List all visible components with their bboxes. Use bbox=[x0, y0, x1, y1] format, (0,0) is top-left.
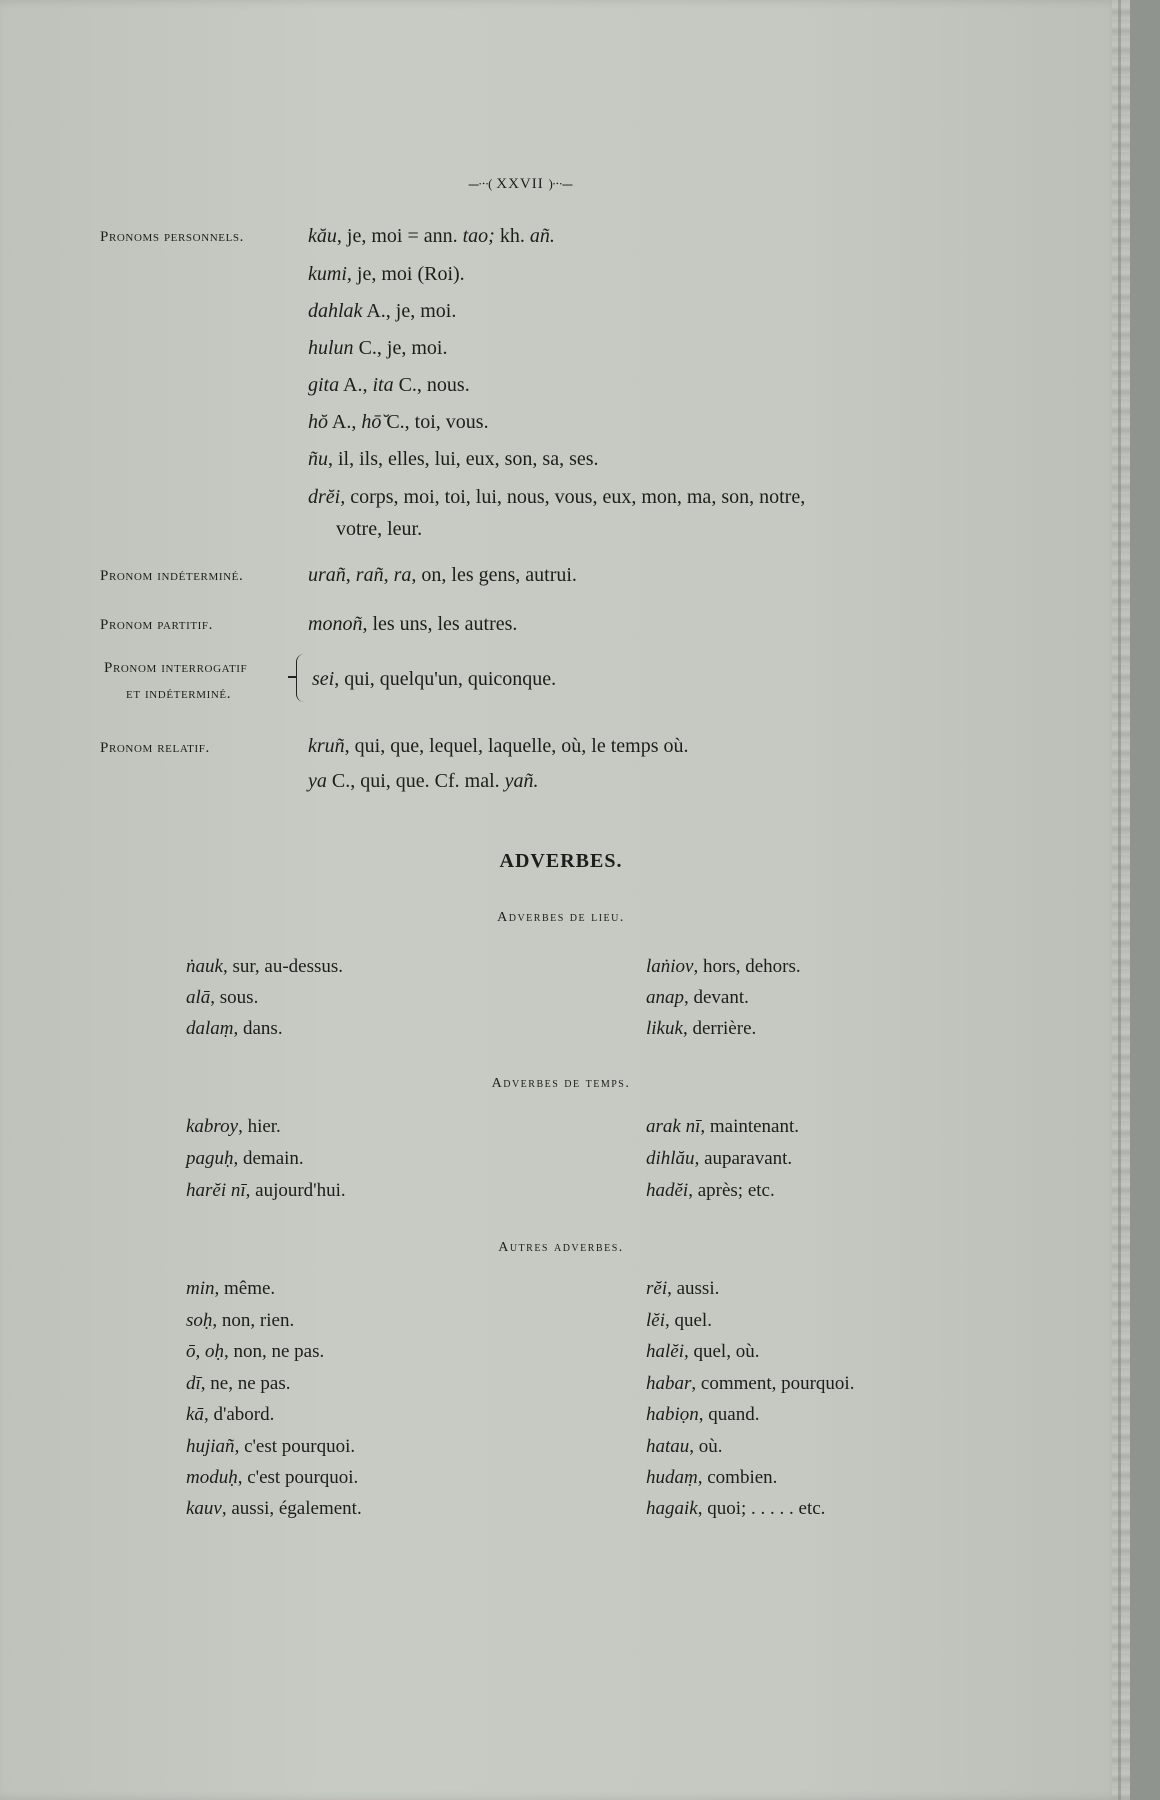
brace bbox=[296, 654, 307, 702]
subhead-adverbes-de-lieu: Adverbes de lieu. bbox=[497, 910, 625, 925]
adverb-entry: harĕi nī, aujourd'hui. bbox=[186, 1180, 346, 1201]
adverb-entry: likuk, derrière. bbox=[646, 1018, 757, 1039]
label-pronom-indetermine: Pronom indéterminé. bbox=[100, 568, 244, 584]
pronoun-line: dahlak A., je, moi. bbox=[308, 300, 457, 322]
pronoun-line-continuation: votre, leur. bbox=[336, 518, 423, 540]
adverb-entry: hagaik, quoi; . . . . . etc. bbox=[646, 1498, 826, 1519]
pronoun-line: hŏ A., hō̆ C., toi, vous. bbox=[308, 411, 489, 433]
label-pronom-relatif: Pronom relatif. bbox=[100, 740, 210, 756]
pronoun-line: monoñ, les uns, les autres. bbox=[308, 613, 518, 635]
adverb-entry: kauv, aussi, également. bbox=[186, 1498, 362, 1519]
adverb-entry: soḥ, non, rien. bbox=[186, 1310, 295, 1331]
section-title-adverbes: ADVERBES. bbox=[499, 850, 623, 872]
pronoun-line: gita A., ita C., nous. bbox=[308, 374, 470, 396]
adverb-entry: hatau, où. bbox=[646, 1436, 723, 1457]
adverb-entry: dalaṃ, dans. bbox=[186, 1018, 283, 1039]
adverb-entry: ṅauk, sur, au-dessus. bbox=[186, 956, 344, 977]
adverb-entry: arak nī, maintenant. bbox=[646, 1116, 800, 1137]
page-number: XXVII bbox=[496, 176, 544, 192]
running-head-ornament-right: )·⋅·--- bbox=[548, 176, 572, 191]
subhead-autres-adverbes: Autres adverbes. bbox=[498, 1240, 624, 1255]
pronoun-line: kău, je, moi = ann. tao; kh. añ. bbox=[308, 225, 555, 247]
adverb-entry: ō, oḥ, non, ne pas. bbox=[186, 1341, 325, 1362]
adverb-entry: hujiañ, c'est pourquoi. bbox=[186, 1436, 356, 1457]
pronoun-line: hulun C., je, moi. bbox=[308, 337, 448, 359]
adverb-entry: dī, ne, ne pas. bbox=[186, 1373, 291, 1394]
pronoun-line: ya C., qui, que. Cf. mal. yañ. bbox=[308, 770, 539, 792]
adverb-entry: kabroy, hier. bbox=[186, 1116, 281, 1137]
pronoun-line: ñu, il, ils, elles, lui, eux, son, sa, ses. bbox=[308, 448, 599, 470]
adverb-entry: min, même. bbox=[186, 1278, 276, 1299]
adverb-entry: lĕi, quel. bbox=[646, 1310, 712, 1331]
adverb-entry: halĕi, quel, où. bbox=[646, 1341, 760, 1362]
running-head bbox=[420, 176, 620, 193]
adverb-entry: alā, sous. bbox=[186, 987, 259, 1008]
label-pronom-interrogatif: Pronom interrogatif bbox=[104, 660, 248, 676]
adverb-entry: dihlău, auparavant. bbox=[646, 1148, 793, 1169]
pronoun-line: kruñ, qui, que, lequel, laquelle, où, le temps où. bbox=[308, 735, 689, 757]
label-pronoms-personnels: Pronoms personnels. bbox=[100, 229, 244, 245]
page-deckle-edge bbox=[1112, 0, 1130, 1800]
adverb-entry: laṅiov, hors, dehors. bbox=[646, 956, 801, 977]
pronoun-line: drĕi, corps, moi, toi, lui, nous, vous, eux, mon, ma, son, notre, bbox=[308, 486, 806, 508]
pronoun-line: sei, qui, quelqu'un, quiconque. bbox=[312, 668, 557, 690]
adverb-entry: habar, comment, pourquoi. bbox=[646, 1373, 855, 1394]
adverb-entry: rĕi, aussi. bbox=[646, 1278, 720, 1299]
adverb-entry: hudaṃ, combien. bbox=[646, 1467, 778, 1488]
adverb-entry: kā, d'abord. bbox=[186, 1404, 275, 1425]
adverb-entry: paguḥ, demain. bbox=[186, 1148, 304, 1169]
running-head-ornament-left: ---·⋅·( bbox=[468, 176, 492, 191]
page-gutter-shadow bbox=[1118, 0, 1121, 1800]
label-pronom-partitif: Pronom partitif. bbox=[100, 617, 214, 633]
adverb-entry: hadĕi, après; etc. bbox=[646, 1180, 775, 1201]
pronoun-line: kumi, je, moi (Roi). bbox=[308, 263, 465, 285]
label-pronom-interrogatif-line2: et indéterminé. bbox=[126, 686, 232, 702]
adverb-entry: habiọn, quand. bbox=[646, 1404, 760, 1425]
adverb-entry: anap, devant. bbox=[646, 987, 749, 1008]
pronoun-line: urañ, rañ, ra, on, les gens, autrui. bbox=[308, 564, 577, 586]
subhead-adverbes-de-temps: Adverbes de temps. bbox=[491, 1076, 631, 1091]
adverb-entry: moduḥ, c'est pourquoi. bbox=[186, 1467, 359, 1488]
